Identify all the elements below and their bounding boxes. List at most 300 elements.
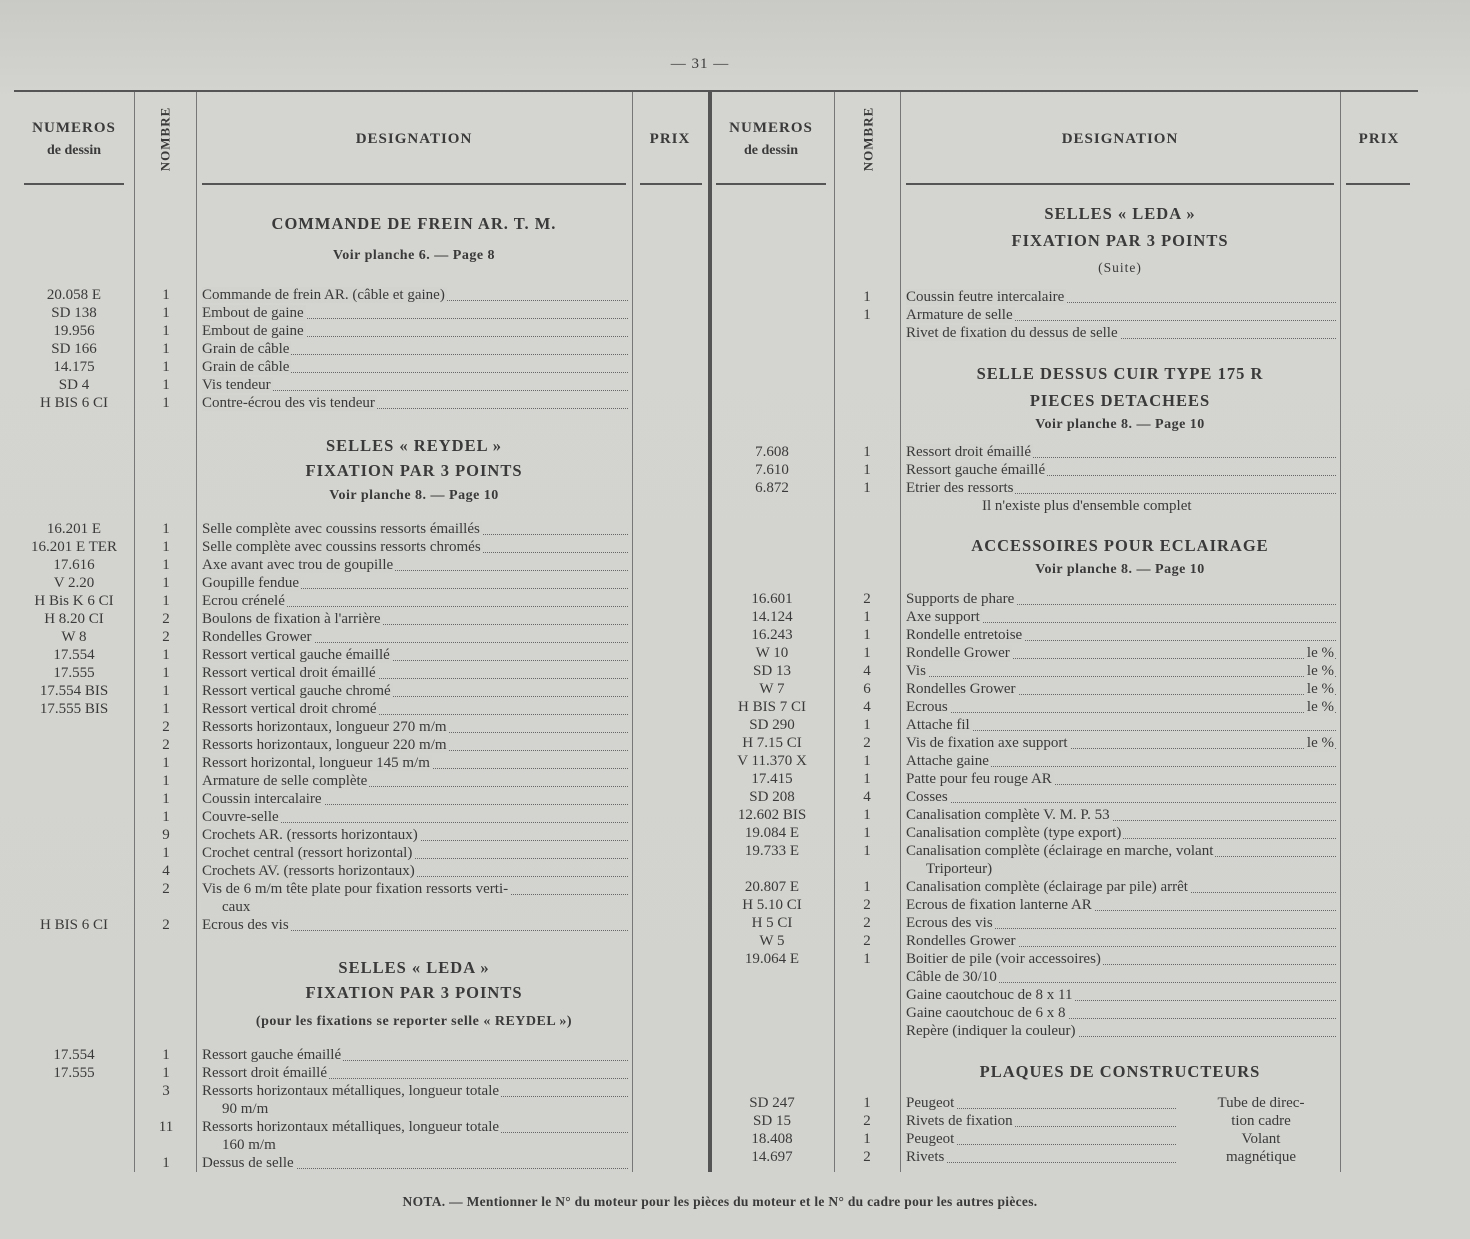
quantity: 1 <box>863 771 871 787</box>
part-number: SD 4 <box>58 377 90 393</box>
part-number: H 5.10 CI <box>742 897 802 913</box>
part-number: W 10 <box>755 645 789 661</box>
quantity: 9 <box>162 827 170 843</box>
designation-text: Crochets AV. (ressorts horizontaux) <box>202 863 415 879</box>
designation-text: Ressorts horizontaux, longueur 270 m/m <box>202 719 447 735</box>
designation <box>202 394 628 412</box>
designation-text: Peugeot <box>906 1131 955 1147</box>
quantity: 1 <box>863 627 871 643</box>
part-number: 7.608 <box>755 444 789 460</box>
designation-text: Gaine caoutchouc de 6 x 8 <box>906 1005 1066 1021</box>
part-number: 17.554 <box>53 647 95 663</box>
designation-text: Contre-écrou des vis tendeur <box>202 395 375 411</box>
designation-text: Canalisation complète (éclairage en marche, volant <box>906 843 1214 859</box>
designation-text: Vis tendeur <box>202 377 271 393</box>
quantity: 2 <box>162 611 170 627</box>
designation <box>202 286 628 304</box>
designation <box>202 1154 628 1172</box>
designation <box>906 734 1336 752</box>
part-number: SD 208 <box>749 789 795 805</box>
part-number: SD 138 <box>51 305 97 321</box>
designation-text: Ressorts horizontaux métalliques, longueur totale <box>202 1083 500 1099</box>
quantity: 2 <box>863 591 871 607</box>
part-number <box>712 860 832 878</box>
designation-text: Ressort gauche émaillé <box>906 462 1046 478</box>
quantity: 1 <box>162 575 170 591</box>
quantity: 1 <box>162 359 170 375</box>
quantity: 1 <box>162 1047 170 1063</box>
designation <box>906 626 1336 644</box>
part-number <box>18 1082 130 1100</box>
section-subtitle: FIXATION PAR 3 POINTS <box>1011 231 1229 250</box>
designation <box>202 574 628 592</box>
quantity: 1 <box>162 773 170 789</box>
designation-text: Rivet de fixation du dessus de selle <box>906 325 1118 341</box>
part-number: 14.697 <box>751 1149 793 1165</box>
part-row <box>14 322 706 340</box>
quantity: 1 <box>863 444 871 460</box>
part-number: 17.555 <box>53 1065 95 1081</box>
part-row <box>14 520 706 538</box>
page-number: — 31 — <box>670 56 730 72</box>
quantity: 1 <box>162 791 170 807</box>
designation <box>202 916 628 934</box>
designation-text: 90 m/m <box>202 1101 270 1117</box>
quantity: 1 <box>162 593 170 609</box>
designation <box>202 898 628 916</box>
designation <box>202 376 628 394</box>
designation <box>906 662 1336 680</box>
designation-text: Rivets <box>906 1149 945 1165</box>
part-number: SD 15 <box>753 1113 791 1129</box>
part-row <box>14 1100 706 1118</box>
part-row <box>14 718 706 736</box>
part-row <box>14 394 706 412</box>
designation <box>202 628 628 646</box>
part-number: SD 166 <box>51 341 97 357</box>
part-row <box>708 716 1418 734</box>
designation <box>202 1118 628 1136</box>
designation <box>202 700 628 718</box>
part-row <box>708 968 1418 986</box>
part-number: 14.124 <box>751 609 793 625</box>
unit-suffix: le % <box>1306 645 1334 661</box>
designation-text: Embout de gaine <box>202 305 304 321</box>
quantity: 1 <box>863 462 871 478</box>
designation <box>202 1046 628 1064</box>
part-row <box>14 682 706 700</box>
section-reference: Voir planche 8. — Page 10 <box>1035 417 1205 432</box>
designation <box>906 698 1336 716</box>
section-reference: (pour les fixations se reporter selle « REYDEL ») <box>255 1014 573 1029</box>
quantity <box>836 986 898 1004</box>
part-number: SD 247 <box>749 1095 795 1111</box>
quantity: 4 <box>863 789 871 805</box>
designation <box>906 986 1336 1004</box>
designation <box>202 790 628 808</box>
designation <box>202 862 628 880</box>
designation-header: DESIGNATION <box>1061 130 1179 147</box>
part-row <box>14 664 706 682</box>
quantity: 2 <box>863 735 871 751</box>
quantity: 1 <box>863 717 871 733</box>
designation <box>906 1130 1176 1148</box>
part-row <box>14 574 706 592</box>
designation <box>202 610 628 628</box>
designation-text: 160 m/m <box>202 1137 278 1153</box>
section-title: SELLES « REYDEL » <box>325 436 503 455</box>
part-number <box>18 880 130 898</box>
quantity: 4 <box>162 863 170 879</box>
section-title: ACCESSOIRES POUR ECLAIRAGE <box>971 536 1269 555</box>
designation-text: Gaine caoutchouc de 8 x 11 <box>906 987 1073 1003</box>
section-title: SELLES « LEDA » <box>1044 204 1196 223</box>
part-row <box>708 950 1418 968</box>
designation <box>906 479 1336 497</box>
part-row <box>708 878 1418 896</box>
designation-text: Axe support <box>906 609 980 625</box>
designation-text: Vis de fixation axe support <box>906 735 1068 751</box>
nombre-header: NOMBRE <box>157 106 172 172</box>
designation-text: Ecrous des vis <box>906 915 993 931</box>
part-row <box>14 628 706 646</box>
part-row <box>14 304 706 322</box>
designation <box>202 826 628 844</box>
designation <box>202 754 628 772</box>
designation-text: Rondelles Grower <box>906 933 1016 949</box>
unit-suffix: le % <box>1306 735 1334 751</box>
designation-text: Rondelle entretoise <box>906 627 1023 643</box>
part-row <box>708 324 1418 342</box>
part-number: H BIS 7 CI <box>738 699 806 715</box>
designation-text: Crochet central (ressort horizontal) <box>202 845 413 861</box>
part-row <box>14 610 706 628</box>
designation <box>906 896 1336 914</box>
quantity: 2 <box>863 1149 871 1165</box>
part-row <box>708 626 1418 644</box>
designation-text: Attache fil <box>906 717 970 733</box>
part-number: SD 13 <box>753 663 791 679</box>
left-column-group <box>14 92 706 1172</box>
quantity: 2 <box>863 1113 871 1129</box>
designation-text: Ressort vertical droit chromé <box>202 701 377 717</box>
part-row <box>14 340 706 358</box>
quantity: 1 <box>162 1065 170 1081</box>
designation-text: Dessus de selle <box>202 1155 294 1171</box>
section-title: COMMANDE DE FREIN AR. T. M. <box>271 214 557 233</box>
designation-text: Selle complète avec coussins ressorts émaillés <box>202 521 480 537</box>
designation-text: Attache gaine <box>906 753 989 769</box>
designation <box>906 680 1336 698</box>
quantity: 1 <box>162 809 170 825</box>
section-subtitle: FIXATION PAR 3 POINTS <box>305 983 523 1002</box>
quantity: 1 <box>863 807 871 823</box>
part-row <box>14 358 706 376</box>
unit-suffix: le % <box>1306 699 1334 715</box>
part-row <box>14 736 706 754</box>
nota-footer: NOTA. — Mentionner le N° du moteur pour les pièces du moteur et le N° du cadre pour les autres pièces. <box>402 1194 1038 1209</box>
designation <box>202 358 628 376</box>
quantity: 2 <box>162 629 170 645</box>
designation-text: Boulons de fixation à l'arrière <box>202 611 381 627</box>
quantity: 1 <box>863 1095 871 1111</box>
designation <box>202 1064 628 1082</box>
designation <box>202 718 628 736</box>
quantity <box>836 1022 898 1040</box>
designation-text: Rondelle Grower <box>906 645 1010 661</box>
part-row <box>14 916 706 934</box>
part-number: 16.201 E <box>46 521 102 537</box>
designation <box>906 608 1336 626</box>
part-row <box>708 752 1418 770</box>
designation-text: Commande de frein AR. (câble et gaine) <box>202 287 445 303</box>
part-number: W 5 <box>759 933 785 949</box>
quantity: 1 <box>162 377 170 393</box>
designation <box>202 556 628 574</box>
part-row <box>14 646 706 664</box>
brace-label: Volant magnétique <box>1226 1131 1296 1165</box>
part-row <box>14 826 706 844</box>
quantity: 1 <box>863 645 871 661</box>
designation <box>906 860 1336 878</box>
part-number: 17.415 <box>751 771 793 787</box>
designation-header: DESIGNATION <box>355 130 473 147</box>
part-number <box>18 898 130 916</box>
part-row <box>708 461 1418 479</box>
part-row <box>708 680 1418 698</box>
quantity: 2 <box>162 917 170 933</box>
part-row <box>14 754 706 772</box>
designation-text: Ecrous de fixation lanterne AR <box>906 897 1092 913</box>
quantity: 1 <box>863 609 871 625</box>
prix-header: PRIX <box>1358 130 1400 147</box>
part-row <box>14 1046 706 1064</box>
part-number <box>712 1004 832 1022</box>
part-number <box>18 862 130 880</box>
nombre-header: NOMBRE <box>860 106 875 172</box>
designation <box>202 736 628 754</box>
part-row <box>14 1136 706 1154</box>
quantity: 2 <box>863 915 871 931</box>
part-row <box>708 479 1418 497</box>
quantity: 1 <box>162 665 170 681</box>
part-row <box>14 376 706 394</box>
designation <box>906 1022 1336 1040</box>
quantity: 1 <box>162 755 170 771</box>
quantity: 1 <box>863 951 871 967</box>
part-row <box>708 288 1418 306</box>
part-number: 19.733 E <box>744 843 800 859</box>
part-number: 17.555 BIS <box>39 701 109 717</box>
designation <box>906 324 1336 342</box>
designation <box>906 752 1336 770</box>
part-number <box>712 306 832 324</box>
part-number: W 8 <box>61 629 87 645</box>
part-number <box>18 1100 130 1118</box>
designation <box>202 1100 628 1118</box>
designation <box>906 914 1336 932</box>
quantity <box>138 1100 194 1118</box>
unit-suffix: le % <box>1306 681 1334 697</box>
section-title: PLAQUES DE CONSTRUCTEURS <box>979 1062 1261 1081</box>
part-number: 14.175 <box>53 359 95 375</box>
designation <box>906 1004 1336 1022</box>
part-number <box>18 1118 130 1136</box>
designation <box>906 306 1336 324</box>
part-number: 6.872 <box>755 480 789 496</box>
quantity: 1 <box>863 753 871 769</box>
part-row <box>14 538 706 556</box>
designation-text: Ressort droit émaillé <box>202 1065 327 1081</box>
designation <box>906 788 1336 806</box>
part-number <box>18 844 130 862</box>
quantity: 1 <box>162 323 170 339</box>
section-reference: (Suite) <box>1098 260 1142 275</box>
designation-text: Armature de selle complète <box>202 773 368 789</box>
part-row <box>708 788 1418 806</box>
designation-text: Couvre-selle <box>202 809 279 825</box>
part-number <box>18 1136 130 1154</box>
quantity <box>836 324 898 342</box>
quantity: 1 <box>162 521 170 537</box>
part-number <box>712 968 832 986</box>
designation-text: Ressort vertical gauche émaillé <box>202 647 390 663</box>
designation-text: Repère (indiquer la couleur) <box>906 1023 1076 1039</box>
designation-text: Crochets AR. (ressorts horizontaux) <box>202 827 418 843</box>
designation <box>202 646 628 664</box>
quantity: 2 <box>162 737 170 753</box>
designation-text: Ressort vertical gauche chromé <box>202 683 391 699</box>
part-row <box>708 932 1418 950</box>
part-row <box>14 1118 706 1136</box>
quantity: 1 <box>863 825 871 841</box>
quantity: 3 <box>162 1083 170 1099</box>
designation-text: Embout de gaine <box>202 323 304 339</box>
designation-text: Ecrou crénelé <box>202 593 285 609</box>
quantity: 1 <box>162 305 170 321</box>
part-number <box>18 808 130 826</box>
designation <box>202 304 628 322</box>
part-number: 16.243 <box>751 627 793 643</box>
left-body <box>14 198 706 1172</box>
designation-text: Ressort vertical droit émaillé <box>202 665 376 681</box>
part-row <box>708 770 1418 788</box>
part-number: H BIS 6 CI <box>40 917 108 933</box>
designation <box>906 806 1336 824</box>
part-number <box>18 826 130 844</box>
designation-text: Canalisation complète V. M. P. 53 <box>906 807 1110 823</box>
section-title: SELLE DESSUS CUIR TYPE 175 R <box>976 364 1264 383</box>
part-row <box>14 1064 706 1082</box>
designation <box>202 520 628 538</box>
part-row <box>708 842 1418 860</box>
part-row <box>14 898 706 916</box>
designation <box>906 1112 1176 1130</box>
designation-text: Ressorts horizontaux, longueur 220 m/m <box>202 737 447 753</box>
designation-text: Canalisation complète (éclairage par pile) arrêt <box>906 879 1188 895</box>
part-number: H 5 CI <box>751 915 793 931</box>
quantity: 1 <box>863 307 871 323</box>
section-reference: Voir planche 6. — Page 8 <box>332 248 496 263</box>
section-title: SELLES « LEDA » <box>338 958 490 977</box>
part-number: 17.554 <box>53 1047 95 1063</box>
part-number <box>18 772 130 790</box>
part-number: 17.554 BIS <box>39 683 109 699</box>
quantity: 1 <box>863 843 871 859</box>
part-number <box>18 790 130 808</box>
designation <box>906 950 1336 968</box>
designation-text: Canalisation complète (type export) <box>906 825 1122 841</box>
part-number <box>712 1022 832 1040</box>
designation-text: Grain de câble <box>202 341 290 357</box>
designation <box>202 1136 628 1154</box>
quantity: 1 <box>162 557 170 573</box>
part-number <box>18 754 130 772</box>
designation-text: Triporteur) <box>906 861 994 877</box>
designation-text: Supports de phare <box>906 591 1015 607</box>
designation <box>906 1148 1176 1166</box>
part-number: 19.084 E <box>744 825 800 841</box>
part-number <box>712 986 832 1004</box>
designation <box>906 842 1336 860</box>
designation-text: Coussin feutre intercalaire <box>906 289 1065 305</box>
quantity <box>138 898 194 916</box>
part-number: H Bis K 6 CI <box>34 593 114 609</box>
part-number: 17.555 <box>53 665 95 681</box>
part-row <box>14 790 706 808</box>
quantity: 1 <box>863 480 871 496</box>
part-row <box>708 914 1418 932</box>
part-number: SD 290 <box>749 717 795 733</box>
part-row <box>708 608 1418 626</box>
quantity: 2 <box>162 881 170 897</box>
part-number: 16.201 E TER <box>31 539 117 555</box>
part-row <box>14 772 706 790</box>
designation <box>202 340 628 358</box>
brace-label: Tube de direc- tion cadre <box>1217 1095 1305 1129</box>
designation <box>906 644 1336 662</box>
quantity: 1 <box>162 395 170 411</box>
part-number: V 11.370 X <box>737 753 807 769</box>
part-number: 16.601 <box>751 591 793 607</box>
numeros-header: NUMEROS de dessin <box>729 120 813 158</box>
designation <box>202 682 628 700</box>
designation-text: Ressort gauche émaillé <box>202 1047 342 1063</box>
designation-text: Grain de câble <box>202 359 290 375</box>
designation-text: Vis <box>906 663 926 679</box>
designation <box>906 590 1336 608</box>
designation <box>202 808 628 826</box>
part-number: H 7.15 CI <box>742 735 802 751</box>
section-subtitle: PIECES DETACHEES <box>1029 391 1211 410</box>
quantity <box>836 1004 898 1022</box>
designation-text: Rondelles Grower <box>202 629 312 645</box>
part-row <box>14 1082 706 1100</box>
designation-text: Patte pour feu rouge AR <box>906 771 1052 787</box>
quantity: 1 <box>162 341 170 357</box>
quantity: 1 <box>162 539 170 555</box>
quantity: 1 <box>162 1155 170 1171</box>
designation <box>906 824 1336 842</box>
designation-text: Cosses <box>906 789 948 805</box>
designation-text: Ecrous <box>906 699 948 715</box>
quantity: 2 <box>863 897 871 913</box>
part-row <box>14 592 706 610</box>
quantity <box>836 968 898 986</box>
part-row <box>708 986 1418 1004</box>
section-reference: Voir planche 8. — Page 10 <box>329 488 499 503</box>
section-note: Il n'existe plus d'ensemble complet <box>982 498 1192 514</box>
